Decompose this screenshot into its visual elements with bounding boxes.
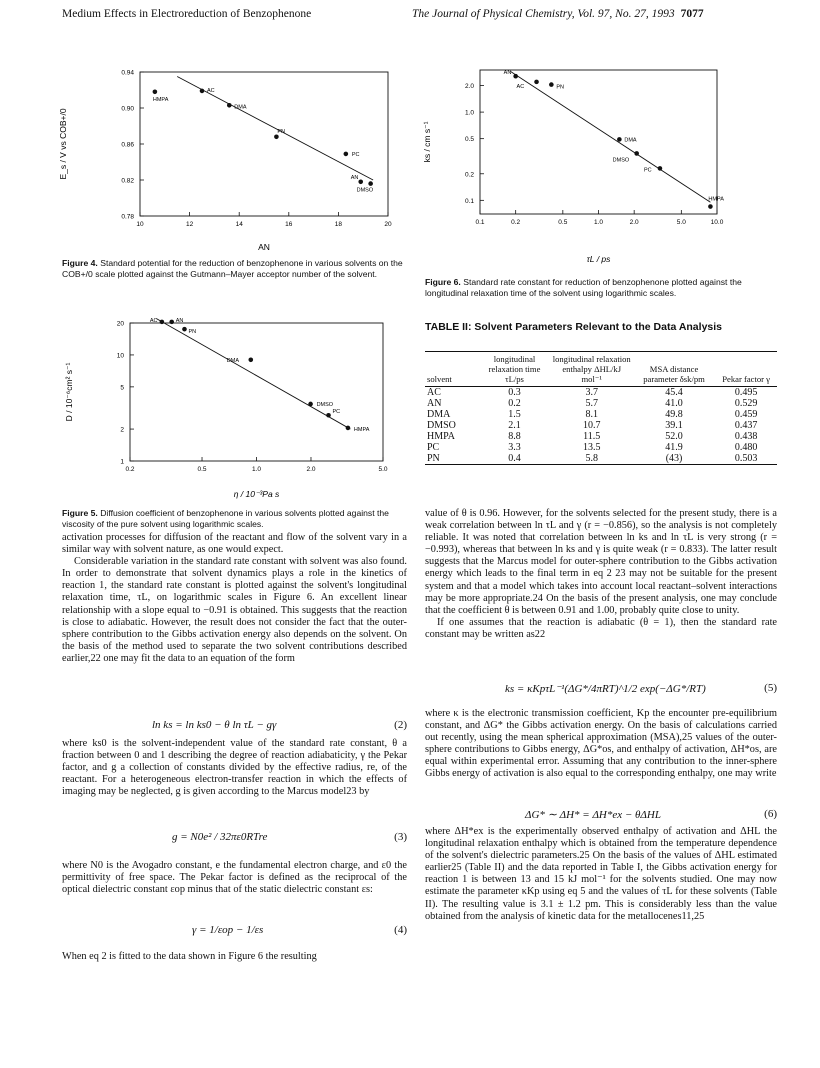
y-tick-label: 0.86 xyxy=(121,141,134,149)
table-2-title: TABLE II: Solvent Parameters Relevant to the Data Analysis xyxy=(425,321,723,333)
y-tick-label: 10 xyxy=(116,352,124,360)
paragraph: where N0 is the Avogadro constant, e the fundamental electron charge, and ε0 the permittivity of free space. The Pekar factor is defined as the reciprocal of the optical dielectric constant εop minus that of the static dielectric constant εs: xyxy=(62,860,407,896)
table-cell-solvent: DMSO xyxy=(427,420,456,431)
journal-citation: The Journal of Physical Chemistry, Vol. 97, No. 27, 1993 xyxy=(412,8,675,20)
table-row xyxy=(425,442,777,453)
fit-line xyxy=(510,71,710,202)
y-axis-label: E_s / V vs COB+/0 xyxy=(58,108,68,180)
table-cell-tau: 0.2 xyxy=(508,398,521,409)
data-point-dma xyxy=(617,137,622,142)
y-tick-label: 0.90 xyxy=(121,105,134,113)
col-header-solvent: solvent xyxy=(425,352,479,387)
col-header-pekar: Pekar factor γ xyxy=(715,352,777,387)
table-cell-solvent: HMPA xyxy=(427,431,455,442)
data-point-dmso xyxy=(308,402,313,407)
table-cell-tau: 2.1 xyxy=(508,420,521,431)
y-tick-label: 0.1 xyxy=(464,197,474,205)
table-cell-solvent: DMA xyxy=(427,409,451,420)
col-header-tau: longitudinal relaxation time τL/ps xyxy=(479,352,551,387)
data-point-dmso xyxy=(368,181,373,186)
paragraph: activation processes for diffusion of the reactant and flow of the solvent vary in a similar way with solvent nature, as one would expect. xyxy=(62,532,407,556)
table-cell-pekar: 0.437 xyxy=(734,420,758,431)
equation-2-number: (2) xyxy=(394,719,407,731)
x-tick-label: 0.2 xyxy=(125,466,135,473)
y-tick-label: 1.0 xyxy=(464,109,474,117)
table-cell-pekar: 0.529 xyxy=(734,398,758,409)
figure-6-chart xyxy=(412,62,782,272)
table-row xyxy=(425,398,777,409)
y-tick-label: 1 xyxy=(120,458,124,466)
paragraph: where κ is the electronic transmission coefficient, Kp the encounter pre-equilibrium constant, and ΔG* the Gibbs activation energy. On the basis of calculations carried out recently, using the mean spherical approximation (MSA),25 values of the outer-sphere contributions to Gibbs energy, ΔG*os, and enthalpy of activation, ΔH*os, are equal within experimental error. Assuming that any contribution to the inner-sphere Gibbs energy of activation is also equal to the corresponding enthalpy, one may write xyxy=(425,708,777,780)
table-row xyxy=(425,387,777,399)
figure-6-caption xyxy=(425,277,777,298)
table-cell-solvent: AN xyxy=(427,398,442,409)
fit-line xyxy=(156,319,350,429)
plot-frame xyxy=(130,323,383,461)
data-point-hmpa xyxy=(153,90,158,95)
table-cell-tau: 0.4 xyxy=(479,453,551,465)
x-axis-label: η / 10⁻³Pa s xyxy=(233,489,280,499)
table-cell-pekar: 0.438 xyxy=(734,431,758,442)
left-column-text-2 xyxy=(62,738,407,798)
equation-6-number: (6) xyxy=(764,808,777,820)
x-tick-label: 16 xyxy=(285,221,293,228)
table-cell-dh: 5.8 xyxy=(551,453,633,465)
table-cell-msa: 41.0 xyxy=(665,398,683,409)
running-header-title: Medium Effects in Electroreduction of Benzophenone xyxy=(62,8,312,20)
data-point-dma xyxy=(227,103,232,108)
table-cell-msa: 45.4 xyxy=(665,387,683,398)
y-tick-label: 2 xyxy=(120,426,124,434)
equation-3-body: g = N0e² / 32πε0RTre xyxy=(172,831,268,843)
col-header-enthalpy: longitudinal relaxation enthalpy ΔHL/kJ mol⁻¹ xyxy=(551,352,633,387)
plot-frame xyxy=(140,72,388,216)
data-point-label: PC xyxy=(351,151,360,158)
right-column-text xyxy=(425,508,777,641)
data-point-label: DMSO xyxy=(356,187,374,194)
x-tick-label: 5.0 xyxy=(378,466,388,473)
table-cell-dh: 10.7 xyxy=(582,420,601,431)
data-point-label: DMSO xyxy=(316,401,334,408)
data-point-pn xyxy=(549,82,554,87)
table-cell-solvent: PN xyxy=(425,453,479,465)
table-cell-msa: 49.8 xyxy=(665,409,683,420)
data-point-pn xyxy=(182,327,187,332)
y-tick-label: 0.2 xyxy=(464,171,474,179)
data-point-label: AN xyxy=(503,70,512,77)
x-tick-label: 2.0 xyxy=(306,466,316,473)
data-point-ac xyxy=(534,80,539,85)
x-tick-label: 0.2 xyxy=(511,219,521,226)
x-tick-label: 20 xyxy=(384,221,392,228)
data-point-pn xyxy=(274,135,279,140)
data-point-label: DMA xyxy=(624,137,637,144)
table-cell-dh: 3.7 xyxy=(585,387,598,398)
equation-5-number: (5) xyxy=(764,682,777,694)
table-cell-pekar: 0.480 xyxy=(734,442,758,453)
right-column-text-3 xyxy=(425,826,777,923)
equation-3-number: (3) xyxy=(394,831,407,843)
plot-frame xyxy=(480,70,717,214)
table-cell-msa: 41.9 xyxy=(665,442,683,453)
data-point-label: HMPA xyxy=(353,426,370,433)
figure-6-caption-label: Figure 6. xyxy=(425,277,461,287)
figure-5-caption-label: Figure 5. xyxy=(62,508,98,518)
table-cell-solvent: PC xyxy=(427,442,440,453)
x-axis-label: AN xyxy=(258,242,270,252)
col-header-msa: MSA distance parameter δsk/pm xyxy=(633,352,715,387)
left-column-text-3 xyxy=(62,860,407,896)
data-point-hmpa xyxy=(346,426,351,431)
figure-4-caption xyxy=(62,258,407,279)
figure-6-caption-text: Standard rate constant for reduction of benzophenone plotted against the longitudinal relaxation time of the solvent using logarithmic scales. xyxy=(425,277,742,298)
data-point-an xyxy=(358,180,363,185)
data-point-label: AN xyxy=(175,317,184,324)
left-column-text-4 xyxy=(62,951,407,963)
data-point-label: AC xyxy=(207,87,215,94)
table-cell-dh: 5.7 xyxy=(585,398,598,409)
data-point-pc xyxy=(658,166,663,171)
figure-4-chart xyxy=(58,62,408,262)
table-cell-tau: 3.3 xyxy=(508,442,521,453)
table-row xyxy=(425,420,777,431)
y-tick-label: 5 xyxy=(120,384,124,392)
table-cell-pekar: 0.495 xyxy=(734,387,758,398)
data-point-pc xyxy=(326,413,331,418)
data-point-ac xyxy=(200,89,205,94)
x-tick-label: 0.5 xyxy=(197,466,207,473)
table-cell-msa: (43) xyxy=(633,453,715,465)
running-header-journal xyxy=(412,8,704,20)
equation-5-body: ks = κKpτL⁻¹(ΔG*/4πRT)^1/2 exp(−ΔG*/RT) xyxy=(505,683,706,695)
data-point-label: HMPA xyxy=(708,196,724,203)
data-point-label: AC xyxy=(149,317,158,324)
data-point-label: AN xyxy=(350,174,359,181)
y-tick-label: 0.82 xyxy=(121,177,134,185)
figure-4-caption-label: Figure 4. xyxy=(62,258,98,268)
paragraph: value of θ is 0.96. However, for the solvents selected for the present study, there is a weak correlation between ln τL and γ (r = −0.856), so the analysis is not completely reliable. It was noted that correlation between ln ks and ln τL is very strong (r = −0.993), whereas that between ln ks and γ is quite weak (r = 0.833). The latter result suggests that the Marcus model for outer-sphere contribution to the Gibbs activation energy which leads to the final term in eq 2 23 may not be suitable for the present system and that a model which takes into account local reactant–solvent interactions may be more appropriate.24 On the basis of the present analysis, one may conclude that the coefficient θ is between 0.91 and 1.00, probably quite close to unity. xyxy=(425,508,777,616)
x-axis-label: τL / ps xyxy=(586,254,611,264)
figure-4-caption-text: Standard potential for the reduction of benzophenone in various solvents on the COB+/0 scale plotted against the Gutmann–Mayer acceptor number of the solvent. xyxy=(62,258,403,279)
table-cell-msa: 52.0 xyxy=(665,431,683,442)
data-point-dma xyxy=(248,357,253,362)
paragraph: If one assumes that the reaction is adiabatic (θ = 1), then the standard rate constant may be written as22 xyxy=(425,616,777,640)
page-number: 7077 xyxy=(680,8,704,20)
figure-4 xyxy=(58,62,408,262)
equation-6-body: ΔG* ∼ ΔH* = ΔH*ex − θΔHL xyxy=(525,809,661,821)
figure-5-chart xyxy=(58,313,408,508)
data-point-label: PN xyxy=(556,84,564,91)
data-point-pc xyxy=(344,152,349,157)
table-cell-dh: 13.5 xyxy=(582,442,601,453)
left-column-text xyxy=(62,532,407,665)
right-column-text-2 xyxy=(425,708,777,781)
paragraph: where ks0 is the solvent-independent value of the standard rate constant, θ a fraction between 0 and 1 describing the degree of reaction adiabaticity, γ the Pekar factor, and g a collection of constants divided by the effective radius, re, of the reactant. For a heterogeneous electron-transfer reaction in which the effects of imaging may be neglected, g is given according to the Marcus model23 by xyxy=(62,738,407,798)
table-cell-pekar: 0.503 xyxy=(715,453,777,465)
table-cell-solvent: AC xyxy=(427,387,441,398)
figure-6 xyxy=(412,62,782,272)
x-tick-label: 18 xyxy=(334,221,343,228)
figure-5 xyxy=(58,313,408,508)
y-tick-label: 20 xyxy=(116,320,124,328)
paragraph: When eq 2 is fitted to the data shown in Figure 6 the resulting xyxy=(62,951,317,962)
data-point-label: PC xyxy=(332,409,341,416)
x-tick-label: 10.0 xyxy=(710,219,724,226)
data-point-hmpa xyxy=(708,204,713,209)
table-row xyxy=(425,431,777,442)
table-2 xyxy=(425,351,777,465)
paragraph: Considerable variation in the standard rate constant with solvent was also found. In order to demonstrate that solvent dynamics plays a role in the kinetics of reaction 1, the standard rate constant is plotted against the solvent's longitudinal relaxation time, τL, on logarithmic scales in Figure 6. An excellent linear relationship with a slope equal to −0.91 is obtained. This suggests that the reaction is close to adiabatic. However, the result does not consider the fact that the outer-sphere contribution to the Gibbs activation energy also depends on the solvent. On the basis of the method used to separate the two solvent contributions described earlier,22 one may fit the data to an equation of the form xyxy=(62,556,407,664)
data-point-label: AC xyxy=(516,83,525,90)
data-point-label: PN xyxy=(188,329,197,336)
x-tick-label: 2.0 xyxy=(629,219,639,226)
x-tick-label: 10 xyxy=(136,221,144,228)
x-tick-label: 1.0 xyxy=(593,219,604,226)
x-tick-label: 0.5 xyxy=(558,219,568,226)
x-tick-label: 14 xyxy=(235,221,243,228)
y-tick-label: 0.78 xyxy=(121,213,134,221)
equation-2-body: ln ks = ln ks0 − θ ln τL − gγ xyxy=(152,719,277,731)
x-tick-label: 0.1 xyxy=(475,219,485,226)
table-row xyxy=(425,453,777,465)
y-tick-label: 0.5 xyxy=(464,136,474,144)
x-tick-label: 1.0 xyxy=(251,466,262,473)
x-tick-label: 5.0 xyxy=(676,219,686,226)
y-tick-label: 0.94 xyxy=(121,69,134,77)
data-point-label: HMPA xyxy=(152,96,169,103)
table-cell-pekar: 0.459 xyxy=(734,409,758,420)
data-point-an xyxy=(169,320,174,325)
data-point-an xyxy=(513,74,518,79)
y-axis-label: D / 10⁻⁶cm² s⁻¹ xyxy=(64,362,74,422)
data-point-label: DMSO xyxy=(612,157,630,164)
table-cell-tau: 0.3 xyxy=(508,387,521,398)
table-row xyxy=(425,409,777,420)
data-point-label: DMA xyxy=(234,104,247,111)
x-tick-label: 12 xyxy=(185,221,194,228)
table-cell-tau: 8.8 xyxy=(508,431,521,442)
equation-4-body: γ = 1/εop − 1/εs xyxy=(192,924,264,936)
data-point-dmso xyxy=(634,151,639,156)
paragraph: where ΔH*ex is the experimentally observed enthalpy of activation and ΔHL the longitudinal relaxation enthalpy which is obtained from the temperature dependence of the solvent's dielectric parameters.25 On the basis of the values of ΔHL estimated earlier25 (Table II) and the data reported in Table I, the Gibbs activation energy for reaction 1 is between 13 and 15 kJ mol⁻¹ for the solvents studied. One may now estimate the parameter κKp using eq 5 and the values of τL for these solvents (Table II). The resulting value is 3.1 ± 1.2 pm. This is considerably less than the value obtained from the analysis of kinetic data for the metallocenes11,25 xyxy=(425,826,777,922)
y-axis-label: ks / cm s⁻¹ xyxy=(422,121,432,163)
data-point-label: PC xyxy=(643,167,652,174)
figure-5-caption xyxy=(62,508,407,529)
y-tick-label: 2.0 xyxy=(464,83,474,91)
data-point-label: PN xyxy=(277,128,286,135)
table-cell-msa: 39.1 xyxy=(665,420,683,431)
data-point-ac xyxy=(160,320,165,325)
table-cell-dh: 8.1 xyxy=(585,409,598,420)
table-cell-dh: 11.5 xyxy=(583,431,601,442)
data-point-label: DMA xyxy=(226,357,240,364)
table-cell-tau: 1.5 xyxy=(508,409,521,420)
equation-4-number: (4) xyxy=(394,924,407,936)
figure-5-caption-text: Diffusion coefficient of benzophenone in various solvents plotted against the viscosity of the pure solvent using logarithmic scales. xyxy=(62,508,389,529)
